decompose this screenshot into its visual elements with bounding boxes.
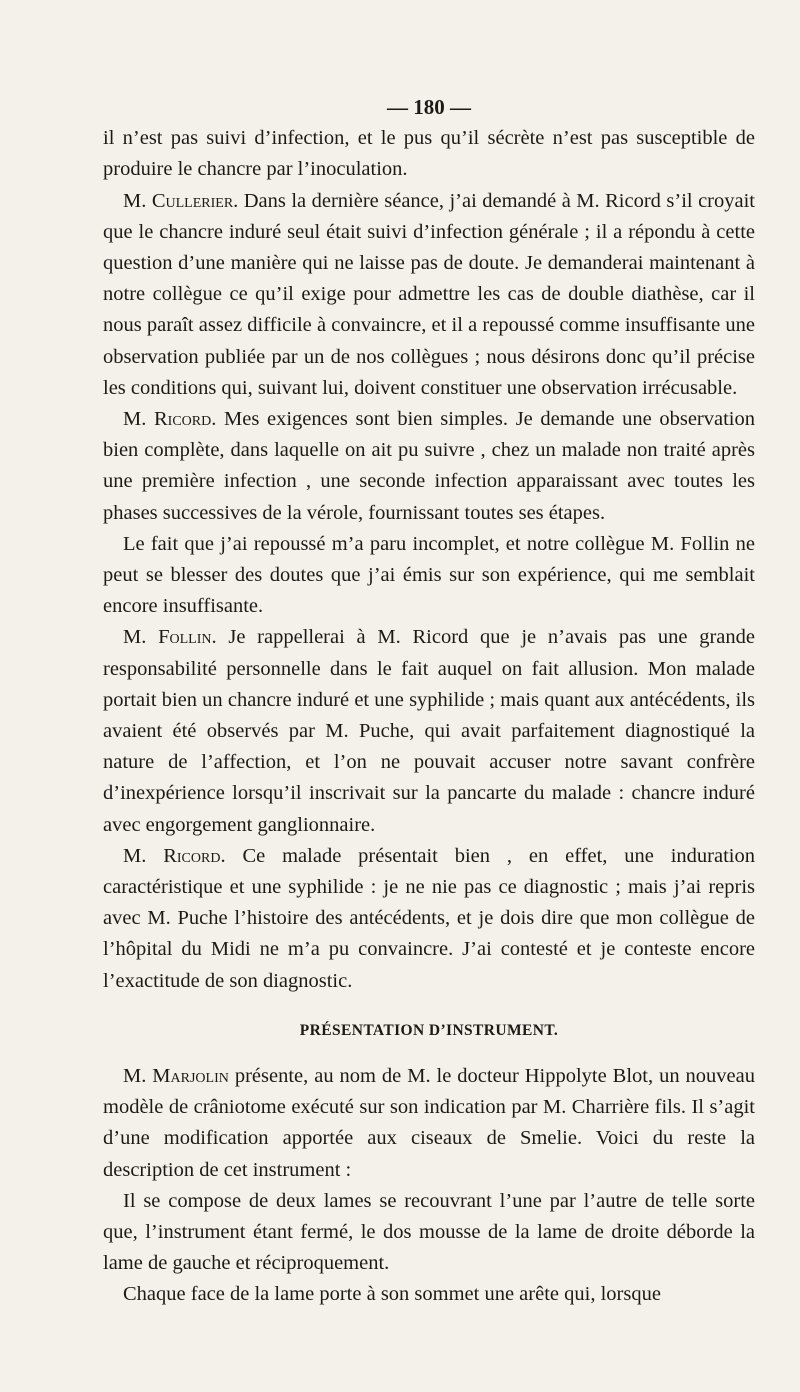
- speaker-name: M. Follin.: [123, 626, 217, 649]
- paragraph-text: il n’est pas suivi d’infection, et le pus qu’il sécrète n’est pas susceptible de produire le chancre par l’inoculation.: [103, 127, 755, 181]
- speaker-name: M. Ricord.: [123, 408, 217, 431]
- speaker-name: M. Marjolin: [123, 1064, 229, 1087]
- paragraph-text: présente, au nom de M. le docteur Hippolyte Blot, un nouveau modèle de crâniotome exécuté sur son indication par M. Charrière fils. Il s’agit d’une modification apportée aux ciseaux de Smelie. Voici du reste la description de cet instrument :: [103, 1064, 755, 1181]
- paragraph-text: Ce malade présentait bien , en effet, une induration caractéristique et une syphilide : je ne nie pas ce diagnostic ; mais j’ai repris avec M. Puche l’histoire des antécédents, et je dois dire que mon collègue de l’hôpital du Midi ne m’a pu convaincre. J’ai contesté et je conteste encore l’exactitude de son diagnostic.: [103, 844, 755, 992]
- paragraph-ricord-1: [103, 404, 755, 529]
- paragraph-text: Je rappellerai à M. Ricord que je n’avais pas une grande responsabilité personnelle dans le fait auquel on fait allusion. Mon malade portait bien un chancre induré et une syphilide ; mais quant aux antécédents, ils avaient été observés par M. Puche, qui avait parfaitement diagnostiqué la nature de l’affection, et l’on ne pouvait accuser notre savant confrère d’inexpérience lorsqu’il inscrivait sur la pancarte du malade : chancre induré avec engorgement ganglionnaire.: [103, 626, 755, 836]
- paragraph-text: Dans la dernière séance, j’ai demandé à M. Ricord s’il croyait que le chancre induré seul était suivi d’infection générale ; il a répondu à cette question d’une manière qui ne laisse pas de doute. Je demanderai maintenant à notre collègue ce qu’il exige pour admettre les cas de double diathèse, car il nous paraît assez difficile à convaincre, et il a repoussé comme insuffisante une observation publiée par un de nos collègues ; nous désirons donc qu’il précise les conditions qui, suivant lui, doivent constituer une observation irrécusable.: [103, 189, 755, 399]
- paragraph-ricord-2: [103, 529, 755, 623]
- paragraph-text: Le fait que j’ai repoussé m’a paru incomplet, et notre collègue M. Follin ne peut se blesser des doutes que j’ai émis sur son expérience, qui me semblait encore insuffisante.: [103, 532, 755, 618]
- paragraph-text: Mes exigences sont bien simples. Je demande une observation bien complète, dans laquelle on ait pu suivre , chez un malade non traité après une première infection , une seconde infection apparaissant avec toutes les phases successives de la vérole, fournissant toutes ses étapes.: [103, 408, 755, 524]
- speaker-name: M. Ricord.: [123, 844, 226, 867]
- speaker-name: M. Cullerier.: [123, 189, 239, 212]
- page-number: — 180 —: [387, 95, 471, 119]
- paragraph-continuation: [103, 123, 755, 185]
- text-column: [103, 92, 755, 1311]
- paragraph-follin: [103, 622, 755, 840]
- paragraph-text: Chaque face de la lame porte à son sommet une arête qui, lorsque: [123, 1283, 661, 1306]
- paragraph-cullerier: [103, 186, 755, 404]
- paragraph-final: [103, 1279, 755, 1310]
- paragraph-text: Il se compose de deux lames se recouvrant l’une par l’autre de telle sorte que, l’instrument étant fermé, le dos mousse de la lame de droite déborde la lame de gauche et réciproquement.: [103, 1189, 755, 1275]
- section-heading: PRÉSENTATION D’INSTRUMENT.: [299, 1021, 559, 1039]
- paragraph-ricord-3: [103, 841, 755, 997]
- paragraph-marjolin: [103, 1061, 755, 1186]
- paragraph-description: [103, 1186, 755, 1280]
